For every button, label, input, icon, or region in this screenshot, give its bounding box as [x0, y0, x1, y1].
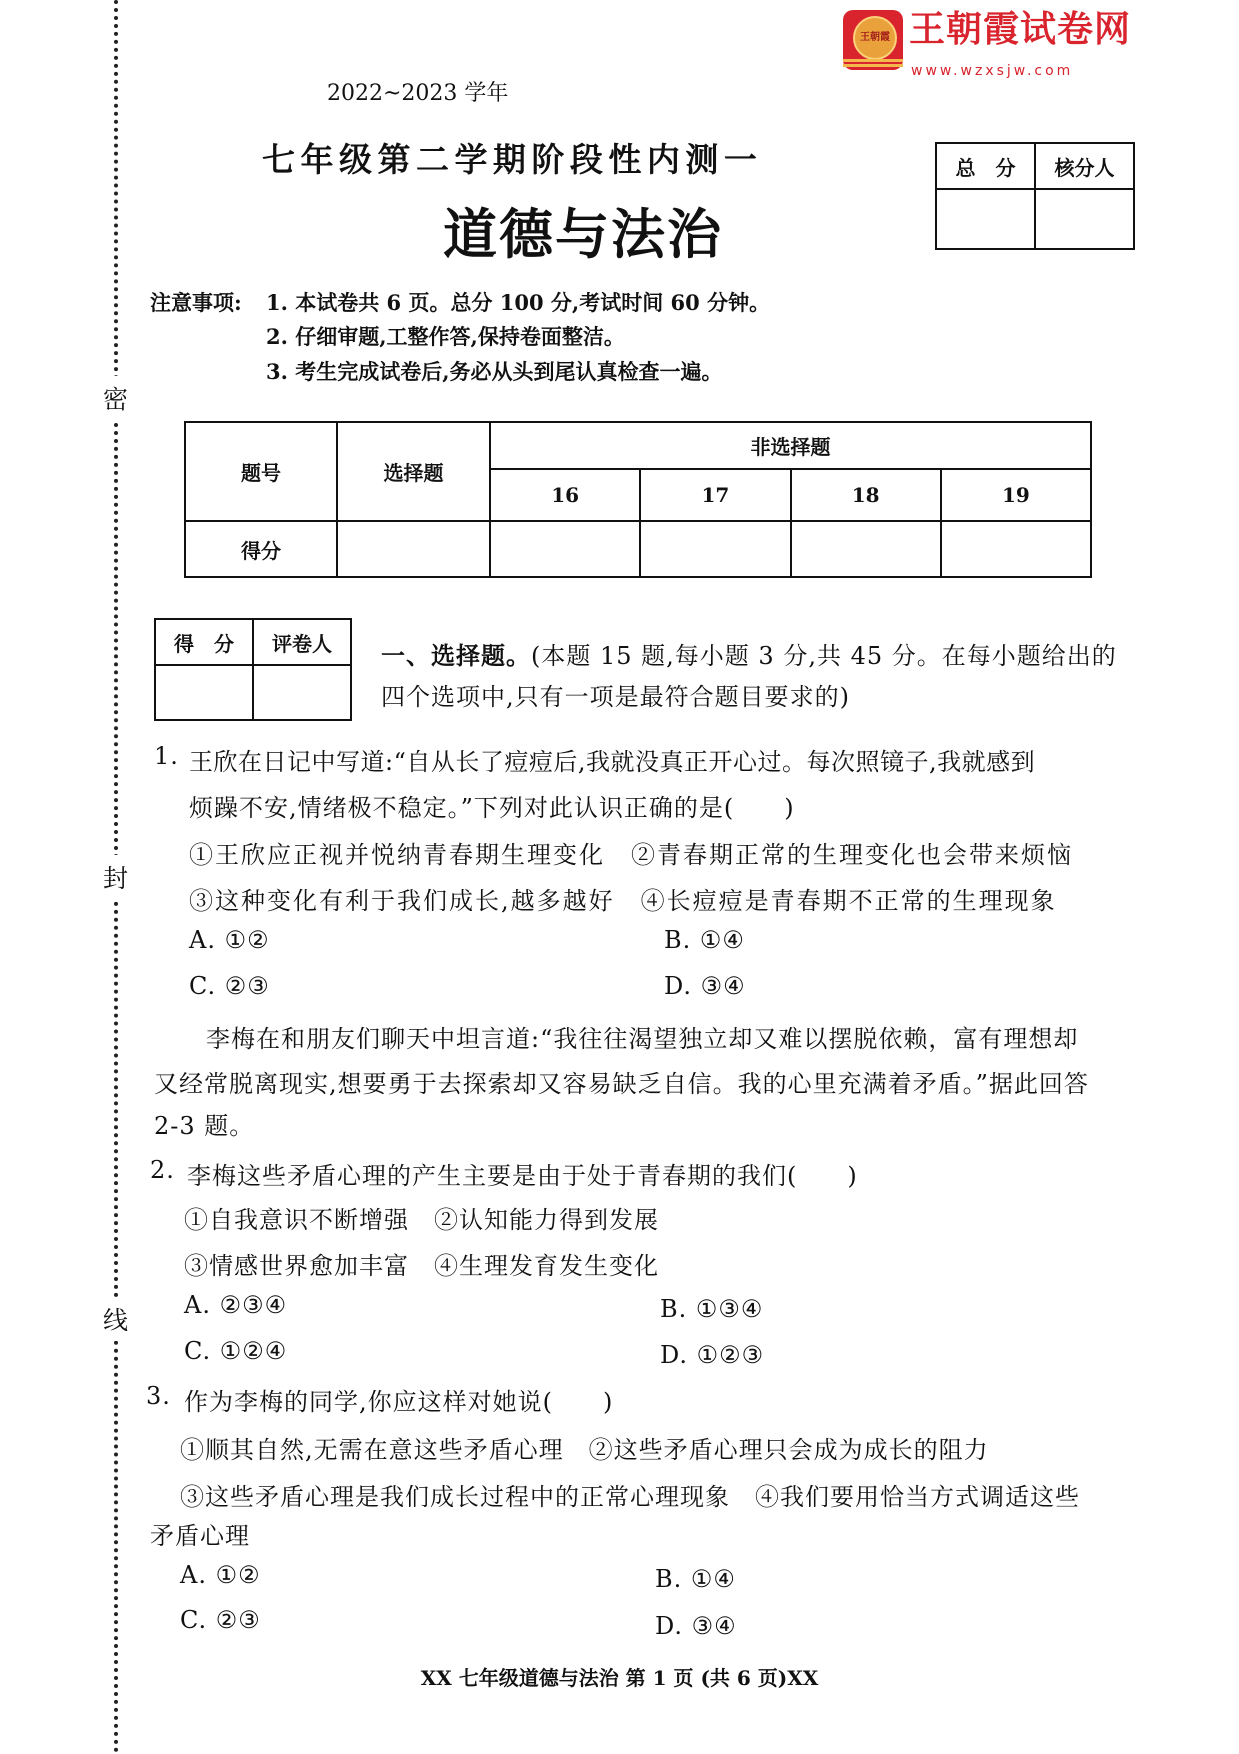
checker-cell[interactable] — [1035, 189, 1134, 249]
subject-title: 道德与法治 — [443, 203, 723, 266]
q1-statements-1: ①王欣应正视并悦纳青春期生理变化 ②青春期正常的生理变化也会带来烦恼 — [189, 841, 1073, 869]
non-choice-header: 非选择题 — [490, 422, 1091, 469]
q1-option-b[interactable]: B. ①④ — [664, 926, 745, 954]
q3-option-b[interactable]: B. ①④ — [655, 1565, 736, 1593]
exam-title: 七 年 级 第 二 学 期 阶 段 性 内 测 一 — [262, 140, 757, 179]
q3-number: 3. — [146, 1382, 171, 1410]
score-cell[interactable] — [640, 521, 790, 577]
score-cell[interactable] — [337, 521, 490, 577]
material-line2: 又经常脱离现实,想要勇于去探索却又容易缺乏自信。我的心里充满着矛盾。”据此回答 — [154, 1070, 1089, 1098]
q3-stem: 作为李梅的同学,你应这样对她说( ) — [184, 1388, 614, 1416]
site-logo — [843, 10, 1173, 86]
question-number: 16 — [490, 469, 640, 521]
q1-number: 1. — [154, 742, 179, 770]
total-score-box — [935, 142, 1135, 250]
q3-option-a[interactable]: A. ①② — [180, 1561, 261, 1589]
grader-cell[interactable] — [253, 665, 351, 720]
q2-statements-2: ③情感世界愈加丰富 ④生理发育发生变化 — [184, 1252, 659, 1280]
grader-box — [154, 618, 352, 721]
q2-option-d[interactable]: D. ①②③ — [660, 1341, 765, 1369]
q1-stem-line1: 王欣在日记中写道:“自从长了痘痘后,我就没真正开心过。每次照镜子,我就感到 — [189, 748, 1036, 776]
note-item: 3. 考生完成试卷后,务必从头到尾认真检查一遍。 — [266, 359, 723, 384]
seal-char-feng: 封 — [103, 855, 128, 899]
score-cell[interactable] — [791, 521, 941, 577]
q2-stem: 李梅这些矛盾心理的产生主要是由于处于青春期的我们( ) — [187, 1162, 858, 1190]
page-footer: XX 七年级道德与法治 第 1 页 (共 6 页)XX — [420, 1666, 819, 1690]
question-number: 17 — [640, 469, 790, 521]
q2-option-b[interactable]: B. ①③④ — [660, 1295, 764, 1323]
q3-option-c[interactable]: C. ②③ — [180, 1606, 261, 1634]
school-year: 2022~2023 学年 — [327, 81, 509, 106]
section-score-cell[interactable] — [155, 665, 253, 720]
logo-badge-icon — [843, 10, 903, 70]
logo-coin: 王朝霞 — [853, 16, 897, 60]
score-cell[interactable] — [941, 521, 1091, 577]
checker-label: 核分人 — [1035, 143, 1134, 189]
choice-header: 选择题 — [337, 422, 490, 521]
seal-char-mi: 密 — [103, 376, 128, 420]
score-table — [184, 421, 1092, 578]
note-item: 1. 本试卷共 6 页。总分 100 分,考试时间 60 分钟。 — [266, 290, 771, 315]
q1-option-c[interactable]: C. ②③ — [189, 972, 270, 1000]
col-header-label: 题号 — [185, 422, 337, 521]
question-number: 18 — [791, 469, 941, 521]
material-line1: 李梅在和朋友们聊天中坦言道:“我往往渴望独立却又难以摆脱依赖，富有理想却 — [206, 1025, 1079, 1053]
q2-option-c[interactable]: C. ①②④ — [184, 1337, 288, 1365]
q1-option-a[interactable]: A. ①② — [189, 926, 270, 954]
total-label: 总 分 — [936, 143, 1035, 189]
logo-url: www.wzxsjw.com — [911, 63, 1074, 79]
total-score-cell[interactable] — [936, 189, 1035, 249]
section-desc: (本题 15 题,每小题 3 分,共 45 分。在每小题给出的 — [531, 642, 1117, 670]
question-number: 19 — [941, 469, 1091, 521]
logo-title: 王朝霞试卷网 — [909, 9, 1132, 50]
notes-label: 注意事项: — [150, 290, 242, 315]
q1-option-d[interactable]: D. ③④ — [664, 972, 746, 1000]
q1-stem-line2: 烦躁不安,情绪极不稳定。”下列对此认识正确的是( ) — [189, 794, 795, 822]
q2-option-a[interactable]: A. ②③④ — [184, 1291, 288, 1319]
section-title: 一、选择题。 — [381, 641, 531, 670]
note-item: 2. 仔细审题,工整作答,保持卷面整洁。 — [266, 324, 625, 349]
q2-statements-1: ①自我意识不断增强 ②认知能力得到发展 — [184, 1206, 659, 1234]
score-row-label: 得分 — [185, 521, 337, 577]
q3-statements-3: 矛盾心理 — [150, 1522, 250, 1550]
score-label: 得 分 — [155, 619, 253, 665]
seal-char-xian: 线 — [103, 1297, 128, 1341]
q1-statements-2: ③这种变化有利于我们成长,越多越好 ④长痘痘是青春期不正常的生理现象 — [189, 887, 1057, 915]
material-line3: 2-3 题。 — [154, 1112, 255, 1140]
q3-option-d[interactable]: D. ③④ — [655, 1612, 737, 1640]
section-heading — [381, 636, 1117, 671]
score-cell[interactable] — [490, 521, 640, 577]
grader-label: 评卷人 — [253, 619, 351, 665]
q3-statements-2: ③这些矛盾心理是我们成长过程中的正常心理现象 ④我们要用恰当方式调适这些 — [180, 1483, 1080, 1511]
q2-number: 2. — [150, 1156, 175, 1184]
q3-statements-1: ①顺其自然,无需在意这些矛盾心理 ②这些矛盾心理只会成为成长的阻力 — [180, 1436, 989, 1464]
section-desc-line2: 四个选项中,只有一项是最符合题目要求的) — [381, 683, 850, 711]
